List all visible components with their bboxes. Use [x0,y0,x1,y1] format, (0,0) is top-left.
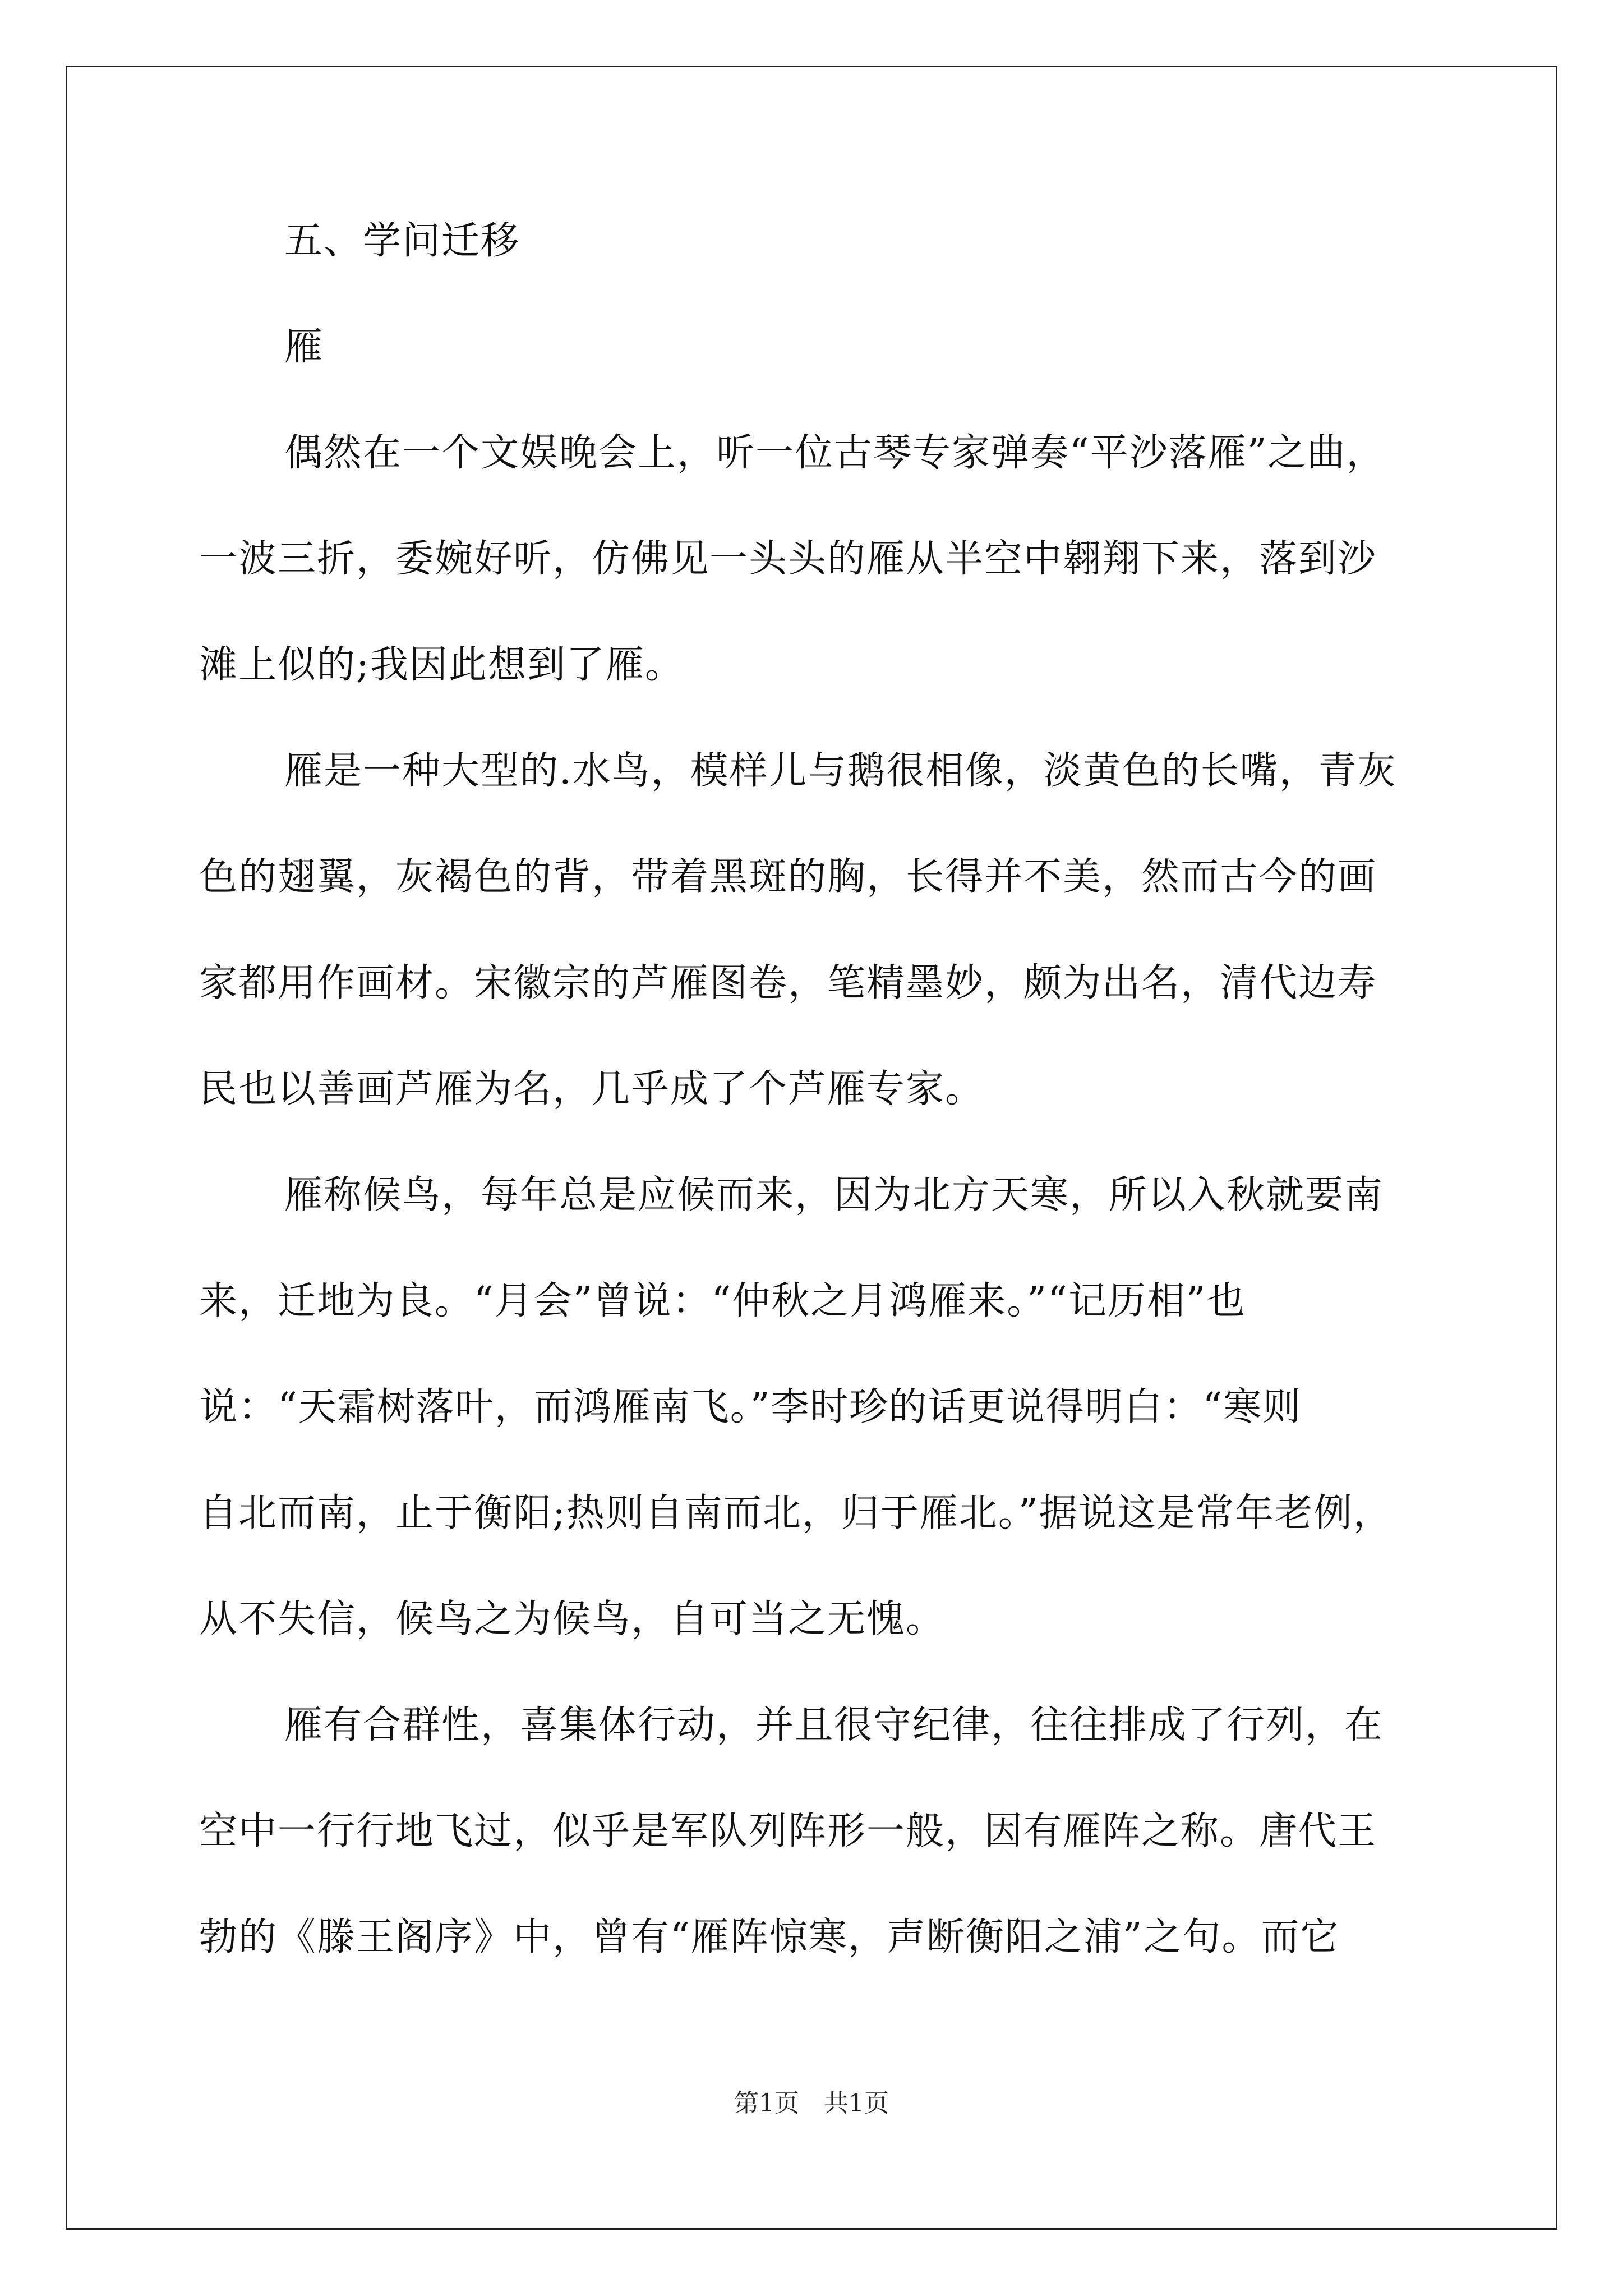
paragraph-line: 滩上似的;我因此想到了雁。 [199,643,684,687]
paragraph-line: 偶然在一个文娱晚会上，听一位古琴专家弹奏“平沙落雁”之曲， [284,431,1386,475]
paragraph-line: 自北而南，止于衡阳;热则自南而北，归于雁北。”据说这是常年老例， [199,1491,1393,1535]
document-body [199,219,1427,2021]
paragraph-line: 家都用作画材。宋徽宗的芦雁图卷，笔精墨妙，颇为出名，清代边寿 [199,961,1377,1005]
paragraph-line: 从不失信，候鸟之为候鸟，自可当之无愧。 [199,1597,946,1641]
paragraph-line: 民也以善画芦雁为名，几乎成了个芦雁专家。 [199,1067,985,1111]
section-heading: 五、学问迁移 [284,219,520,263]
paragraph-line: 一波三折，委婉好听，仿佛见一头头的雁从半空中翱翔下来，落到沙 [199,537,1377,581]
page-footer: 第1页 共1页 [734,2089,889,2118]
paragraph-line: 雁有合群性，喜集体行动，并且很守纪律，往往排成了行列，在 [284,1703,1384,1747]
paragraph-line: 说：“天霜树落叶，而鸿雁南飞。”李时珍的话更说得明白：“寒则 [199,1385,1302,1429]
paragraph-line: 空中一行行地飞过，似乎是军队列阵形一般，因有雁阵之称。唐代王 [199,1809,1377,1853]
paragraph-line: 来，迁地为良。“月会”曾说：“仲秋之月鸿雁来。”“记历相”也 [199,1279,1246,1323]
paragraph-line: 雁称候鸟，每年总是应候而来，因为北方天寒，所以入秋就要南 [284,1173,1384,1217]
article-title: 雁 [284,325,324,369]
paragraph-line: 勃的《滕王阁序》中，曾有“雁阵惊寒，声断衡阳之浦”之句。而它 [199,1915,1340,1959]
paragraph-line: 雁是一种大型的.水鸟，模样儿与鹅很相像，淡黄色的长嘴，青灰 [284,749,1397,793]
paragraph-line: 色的翅翼，灰褐色的背，带着黑斑的胸，长得并不美，然而古今的画 [199,855,1377,899]
